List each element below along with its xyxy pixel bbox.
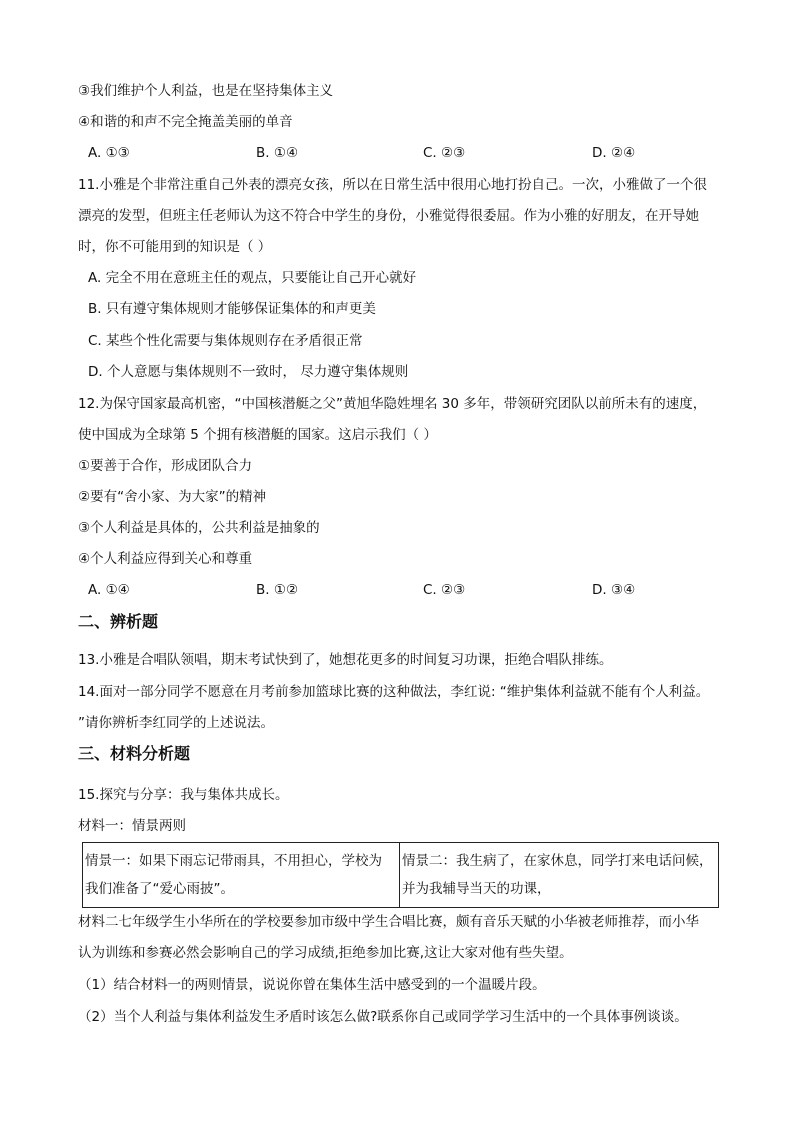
q12-statement-1: ①要善于合作，形成团队合力 bbox=[78, 458, 253, 474]
q10-option-b: B. ①④ bbox=[256, 145, 299, 161]
table-row bbox=[83, 843, 719, 908]
scene-1-line-2: 我们准备了“爱心雨披”。 bbox=[85, 881, 234, 897]
q10-statement-4: ④和谐的和声不完全掩盖美丽的单音 bbox=[78, 114, 293, 130]
q11-stem-line-3: 时，你不可能用到的知识是（ ） bbox=[78, 239, 272, 255]
scene-2-line-1: 情景二：我生病了，在家休息，同学打来电话问候， bbox=[402, 853, 713, 869]
q12-option-d: D. ③④ bbox=[592, 582, 636, 598]
q12-statement-4: ④个人利益应得到关心和尊重 bbox=[78, 551, 253, 567]
q10-option-d: D. ②④ bbox=[592, 145, 636, 161]
q12-stem-line-1: 12.为保守国家最高机密，“中国核潜艇之父”黄旭华隐姓埋名 30 多年，带领研究团队以前所未有的速度， bbox=[78, 396, 707, 412]
q15-sub-question-2: （2）当个人利益与集体利益发生矛盾时该怎么做?联系你自己或同学学习生活中的一个具体事例谈谈。 bbox=[78, 1009, 688, 1025]
q14-line-1: 14.面对一部分同学不愿意在月考前参加篮球比赛的这种做法，李红说: “维护集体利益就不能有个人利益。 bbox=[78, 684, 710, 700]
q12-option-c: C. ②③ bbox=[423, 582, 466, 598]
q12-option-b: B. ①② bbox=[256, 582, 299, 598]
q12-options bbox=[88, 581, 728, 599]
q12-stem-line-2: 使中国成为全球第 5 个拥有核潜艇的国家。这启示我们（ ） bbox=[78, 427, 437, 443]
scene-1-line-1: 情景一：如果下雨忘记带雨具，不用担心，学校为 bbox=[85, 853, 382, 869]
q10-option-a: A. ①③ bbox=[88, 145, 130, 161]
q14-line-2: ”请你辨析李红同学的上述说法。 bbox=[78, 715, 274, 731]
section-3-heading: 三、材料分析题 bbox=[78, 744, 191, 763]
q11-stem-line-2: 漂亮的发型，但班主任老师认为这不符合中学生的身份，小雅觉得很委屈。作为小雅的好朋友，在开导她 bbox=[78, 208, 699, 224]
q10-options bbox=[88, 144, 728, 162]
q12-statement-3: ③个人利益是具体的，公共利益是抽象的 bbox=[78, 520, 320, 536]
q12-option-a: A. ①④ bbox=[88, 582, 130, 598]
q15-title: 15.探究与分享：我与集体共成长。 bbox=[78, 787, 289, 803]
section-2-heading: 二、辨析题 bbox=[78, 612, 159, 631]
q11-stem-line-1: 11.小雅是个非常注重自己外表的漂亮女孩，所以在日常生活中很用心地打扮自己。一次，小雅做了一个很 bbox=[78, 177, 707, 193]
scene-2-cell bbox=[400, 843, 719, 908]
q11-option-b: B. 只有遵守集体规则才能够保证集体的和声更美 bbox=[88, 301, 376, 317]
material-1-table bbox=[82, 842, 719, 908]
material-2-line-2: 认为训练和参赛必然会影响自己的学习成绩,拒绝参加比赛,这让大家对他有些失望。 bbox=[78, 945, 573, 961]
q12-statement-2: ②要有“舍小家、为大家”的精神 bbox=[78, 489, 267, 505]
scene-1-cell bbox=[83, 843, 400, 908]
q13-text: 13.小雅是合唱队领唱，期末考试快到了，她想花更多的时间复习功课，拒绝合唱队排练。 bbox=[78, 652, 613, 668]
q11-option-d: D. 个人意愿与集体规则不一致时， 尽力遵守集体规则 bbox=[88, 364, 409, 380]
q11-option-a: A. 完全不用在意班主任的观点，只要能让自己开心就好 bbox=[88, 270, 417, 286]
material-1-label: 材料一：情景两则 bbox=[78, 818, 186, 834]
q10-statement-3: ③我们维护个人利益，也是在坚持集体主义 bbox=[78, 83, 334, 99]
q10-option-c: C. ②③ bbox=[423, 145, 466, 161]
material-2-line-1: 材料二七年级学生小华所在的学校要参加市级中学生合唱比赛，颇有音乐天赋的小华被老师推荐，而小华 bbox=[78, 914, 699, 930]
q11-option-c: C. 某些个性化需要与集体规则存在矛盾很正常 bbox=[88, 333, 363, 349]
q15-sub-question-1: （1）结合材料一的两则情景，说说你曾在集体生活中感受到的一个温暖片段。 bbox=[78, 977, 546, 993]
scene-2-line-2: 并为我辅导当天的功课， bbox=[402, 881, 551, 897]
